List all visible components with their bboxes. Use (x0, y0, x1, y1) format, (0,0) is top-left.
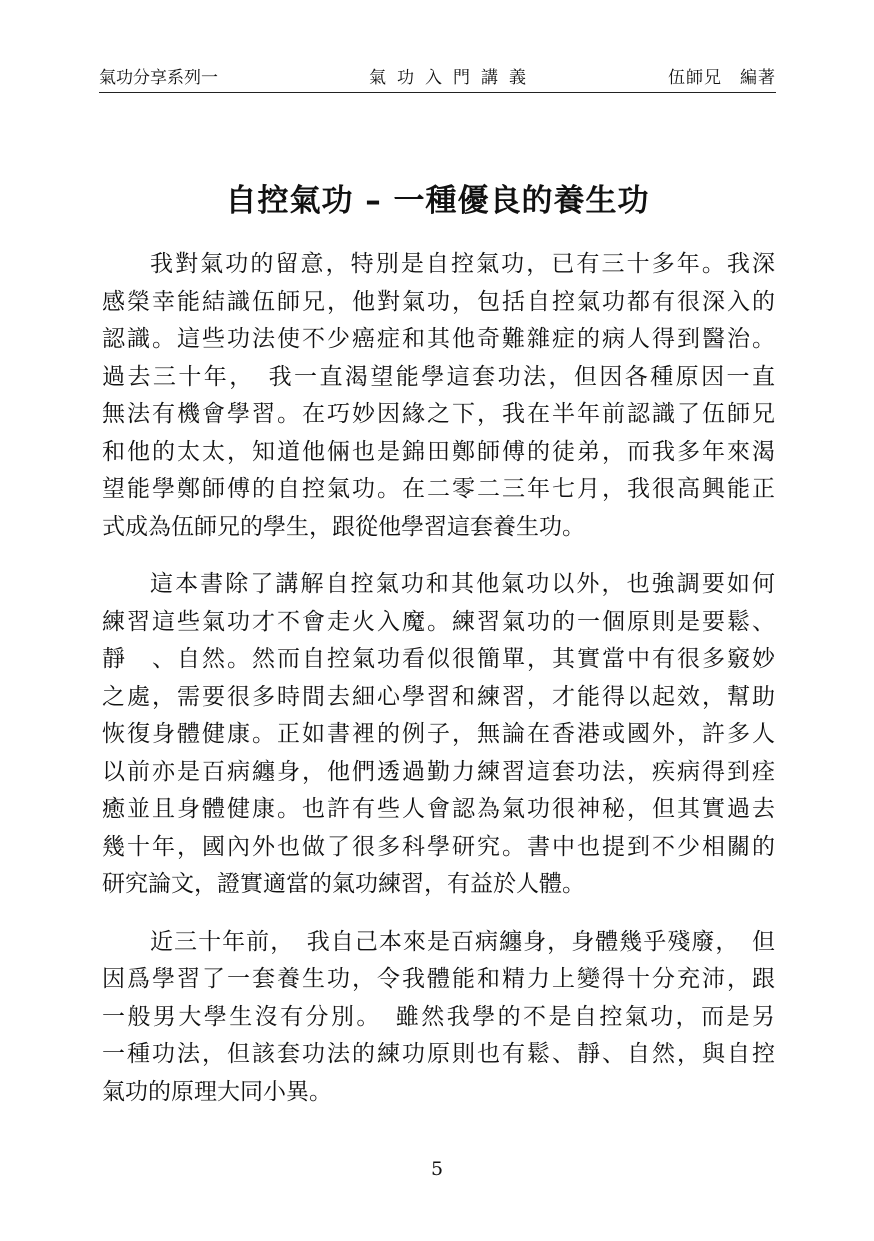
text-line: 過去三十年， 我一直渴望能學這套功法，但因各種原因一直 (102, 363, 775, 390)
text-line: 因爲學習了一套養生功，令我體能和精力上變得十分充沛，跟 (102, 966, 775, 992)
text-line: 靜 、自然。然而自控氣功看似很簡單，其實當中有很多竅妙 (102, 646, 775, 672)
text-line: 之處，需要很多時間去細心學習和練習，才能得以起效，幫助 (102, 683, 775, 710)
paragraph-3 (102, 924, 775, 1112)
text-line: 練習這些氣功才不會走火入魔。練習氣功的一個原則是要鬆、 (102, 608, 775, 635)
text-line: 氣功的原理大同小異。 (102, 1078, 332, 1105)
text-line: 恢復身體健康。正如書裡的例子，無論在香港或國外，許多人 (102, 721, 775, 747)
running-header (99, 64, 776, 93)
chapter-title: 自控氣功 – 一種優良的養生功 (225, 183, 650, 219)
page-number: 5 (430, 1158, 444, 1180)
author-credit: 伍師兄 編著 (668, 68, 776, 88)
text-line: 望能學鄭師傅的自控氣功。在二零二三年七月，我很高興能正 (102, 476, 775, 502)
text-line: 研究論文，證實適當的氣功練習，有益於人體。 (102, 871, 585, 897)
text-line: 感榮幸能結識伍師兄，他對氣功，包括自控氣功都有很深入的 (102, 288, 775, 315)
text-line: 和他的太太，知道他倆也是錦田鄭師傅的徒弟，而我多年來渴 (102, 438, 775, 465)
text-line: 以前亦是百病纏身，他們透過勤力練習這套功法，疾病得到痊 (102, 758, 775, 785)
text-line: 無法有機會學習。在巧妙因緣之下，我在半年前認識了伍師兄 (102, 401, 775, 427)
text-line: 幾十年，國內外也做了很多科學研究。書中也提到不少相關的 (102, 833, 775, 860)
paragraph-2 (102, 566, 775, 904)
text-line: 我對氣功的留意，特別是自控氣功，已有三十多年。我深 (150, 251, 775, 277)
text-line: 一般男大學生沒有分別。 雖然我學的不是自控氣功，而是另 (102, 1003, 775, 1030)
text-line: 一種功法，但該套功法的練功原則也有鬆、靜、自然，與自控 (102, 1041, 775, 1067)
text-line: 癒並且身體健康。也許有些人會認為氣功很神秘，但其實過去 (102, 796, 775, 822)
text-line: 認識。這些功法使不少癌症和其他奇難雜症的病人得到醫治。 (102, 326, 775, 352)
text-line: 近三十年前， 我自己本來是百病纏身，身體幾乎殘廢， 但 (150, 928, 775, 955)
book-title: 氣功入門講義 (369, 68, 537, 88)
series-name: 氣功分享系列一 (99, 68, 218, 88)
text-line: 式成為伍師兄的學生，跟從他學習這套養生功。 (102, 513, 585, 540)
body-text (102, 246, 775, 1111)
text-line: 這本書除了講解自控氣功和其他氣功以外，也強調要如何 (150, 571, 775, 597)
paragraph-1 (102, 246, 775, 546)
